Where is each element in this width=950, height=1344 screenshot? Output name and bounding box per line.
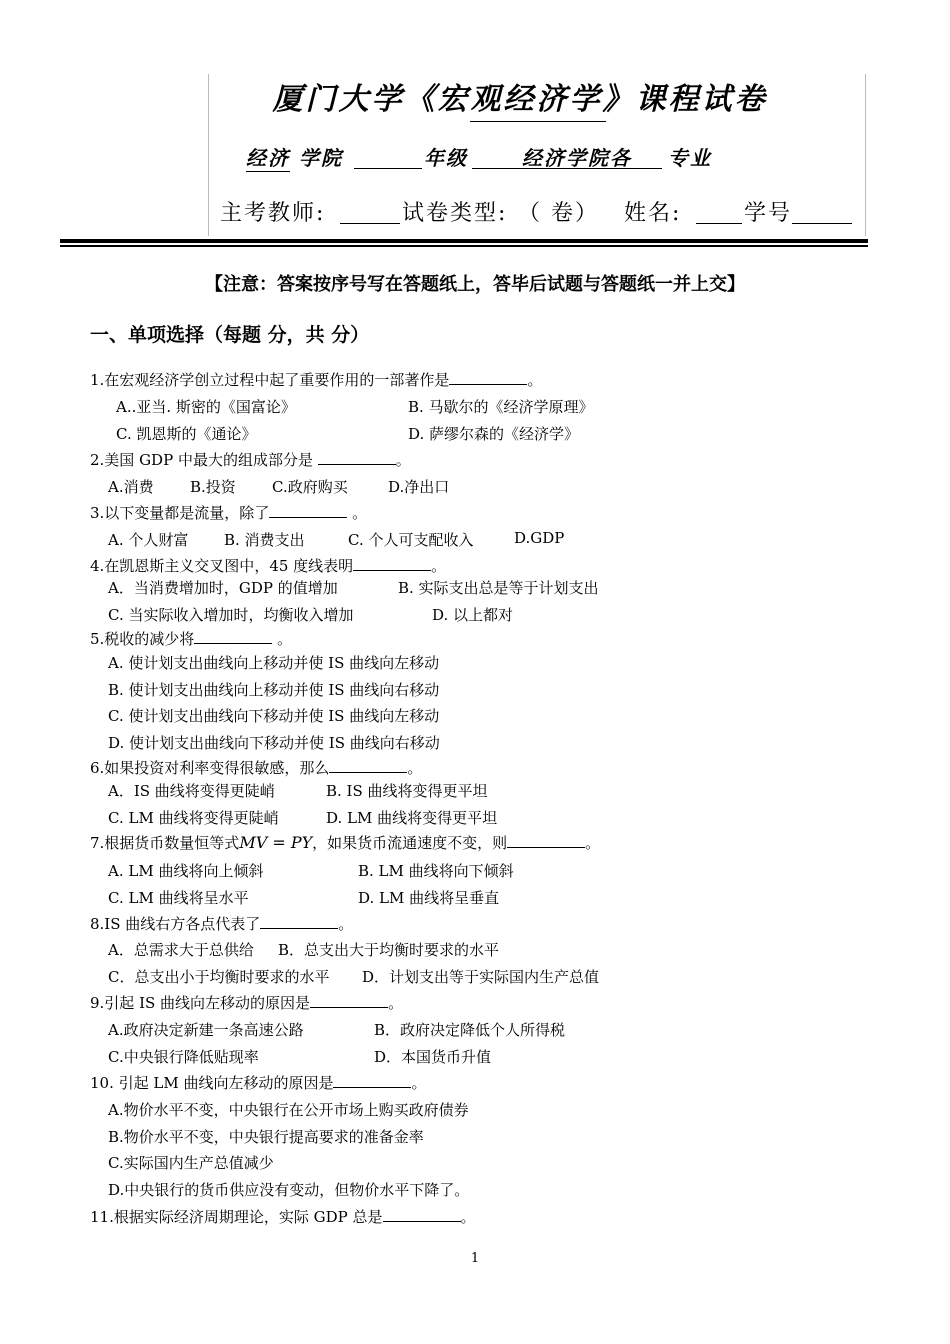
- option: C.实际国内生产总值减少: [108, 1154, 274, 1172]
- major-value: 经济学院各: [522, 146, 632, 170]
- option: B.物价水平不变，中央银行提高要求的准备金率: [108, 1128, 424, 1146]
- option: C. 凯恩斯的《通论》: [116, 425, 257, 443]
- paper-type-value: （ 卷）: [518, 201, 599, 226]
- college-prefix: 经济: [246, 142, 290, 172]
- question-2: 2.美国 GDP 中最大的组成部分是 。: [90, 451, 411, 469]
- name-label: 姓名:: [624, 201, 682, 226]
- title-underline: [470, 121, 606, 122]
- college-label: 学院: [298, 146, 343, 170]
- option: D.中央银行的货币供应没有变动，但物价水平下降了。: [108, 1181, 470, 1199]
- question-4: 4.在凯恩斯主义交叉图中，45 度线表明 。: [90, 557, 447, 575]
- question-1: 1.在宏观经济学创立过程中起了重要作用的一部著作是 。: [90, 371, 543, 389]
- notice: 【注意：答案按序号写在答题纸上，答毕后试题与答题纸一并上交】: [205, 274, 745, 295]
- option: A. 个人财富: [108, 531, 189, 549]
- option: B. IS 曲线将变得更平坦: [326, 782, 488, 800]
- option: A.物价水平不变，中央银行在公开市场上购买政府债券: [108, 1101, 469, 1119]
- option: C. 个人可支配收入: [348, 531, 474, 549]
- option: D. 以上都对: [432, 606, 514, 624]
- question-8: 8.IS 曲线右方各点代表了 。: [90, 915, 354, 933]
- option: C. LM 曲线将呈水平: [108, 889, 249, 907]
- question-6: 6.如果投资对利率变得很敏感，那么 。: [90, 759, 423, 777]
- option: B. LM 曲线将向下倾斜: [358, 862, 514, 880]
- question-10: 10. 引起 LM 曲线向左移动的原因是 。: [90, 1074, 427, 1092]
- exam-title: 厦门大学《宏观经济学》课程试卷: [272, 82, 768, 117]
- option: A．当消费增加时，GDP 的值增加: [108, 579, 338, 597]
- option: D. 使计划支出曲线向下移动并使 IS 曲线向右移动: [108, 734, 440, 752]
- option: C. LM 曲线将变得更陡峭: [108, 809, 279, 827]
- option: B.投资: [190, 478, 236, 496]
- grade-label: 年级: [424, 146, 468, 170]
- header-rule-thick: [60, 239, 868, 243]
- question-5: 5.税收的减少将 。: [90, 630, 293, 648]
- id-label: 学号: [744, 201, 793, 226]
- option: D.净出口: [388, 478, 450, 496]
- paper-type-label: 试卷类型:: [402, 201, 508, 226]
- option: A. LM 曲线将向上倾斜: [108, 862, 264, 880]
- option: B. 实际支出总是等于计划支出: [398, 579, 599, 597]
- option: A..亚当. 斯密的《国富论》: [116, 398, 296, 416]
- option: D. LM 曲线将呈垂直: [358, 889, 500, 907]
- header-rule-thin: [60, 245, 868, 247]
- option: A．总需求大于总供给: [108, 941, 254, 959]
- option: B. 使计划支出曲线向上移动并使 IS 曲线向右移动: [108, 681, 440, 699]
- question-7: 7.根据货币数量恒等式MV = PY，如果货币流通速度不变，则 。: [90, 833, 601, 852]
- formula: MV = PY: [239, 833, 313, 852]
- id-blank: [792, 223, 852, 224]
- teacher-label: 主考教师:: [220, 201, 326, 226]
- question-9: 9.引起 IS 曲线向左移动的原因是 。: [90, 994, 404, 1012]
- page-number: 1: [470, 1251, 480, 1266]
- question-3: 3.以下变量都是流量，除了 。: [90, 504, 368, 522]
- grade-blank: [354, 168, 422, 169]
- section-title: 一、单项选择（每题 分，共 分）: [90, 324, 370, 346]
- option: C. 使计划支出曲线向下移动并使 IS 曲线向左移动: [108, 707, 440, 725]
- option: D.GDP: [514, 529, 565, 547]
- option: A.政府决定新建一条高速公路: [108, 1021, 304, 1039]
- option: C．总支出小于均衡时要求的水平: [108, 968, 330, 986]
- option: A. 使计划支出曲线向上移动并使 IS 曲线向左移动: [108, 654, 440, 672]
- teacher-blank: [340, 223, 400, 224]
- name-blank: [696, 223, 742, 224]
- option: B. 马歇尔的《经济学原理》: [408, 398, 594, 416]
- option: A.消费: [108, 478, 154, 496]
- option: C.中央银行降低贴现率: [108, 1048, 259, 1066]
- option: D. 萨缪尔森的《经济学》: [408, 425, 580, 443]
- option: A．IS 曲线将变得更陡峭: [108, 782, 275, 800]
- college-row: [246, 142, 343, 172]
- major-label: 专业: [668, 146, 712, 170]
- option: D. LM 曲线将变得更平坦: [326, 809, 498, 827]
- option: C.政府购买: [272, 478, 348, 496]
- option: D．本国货币升值: [374, 1048, 492, 1066]
- question-11: 11.根据实际经济周期理论，实际 GDP 总是 。: [90, 1208, 476, 1226]
- option: B．总支出大于均衡时要求的水平: [278, 941, 500, 959]
- option: C. 当实际收入增加时，均衡收入增加: [108, 606, 354, 624]
- option: B．政府决定降低个人所得税: [374, 1021, 566, 1039]
- option: B. 消费支出: [224, 531, 305, 549]
- option: D．计划支出等于实际国内生产总值: [362, 968, 600, 986]
